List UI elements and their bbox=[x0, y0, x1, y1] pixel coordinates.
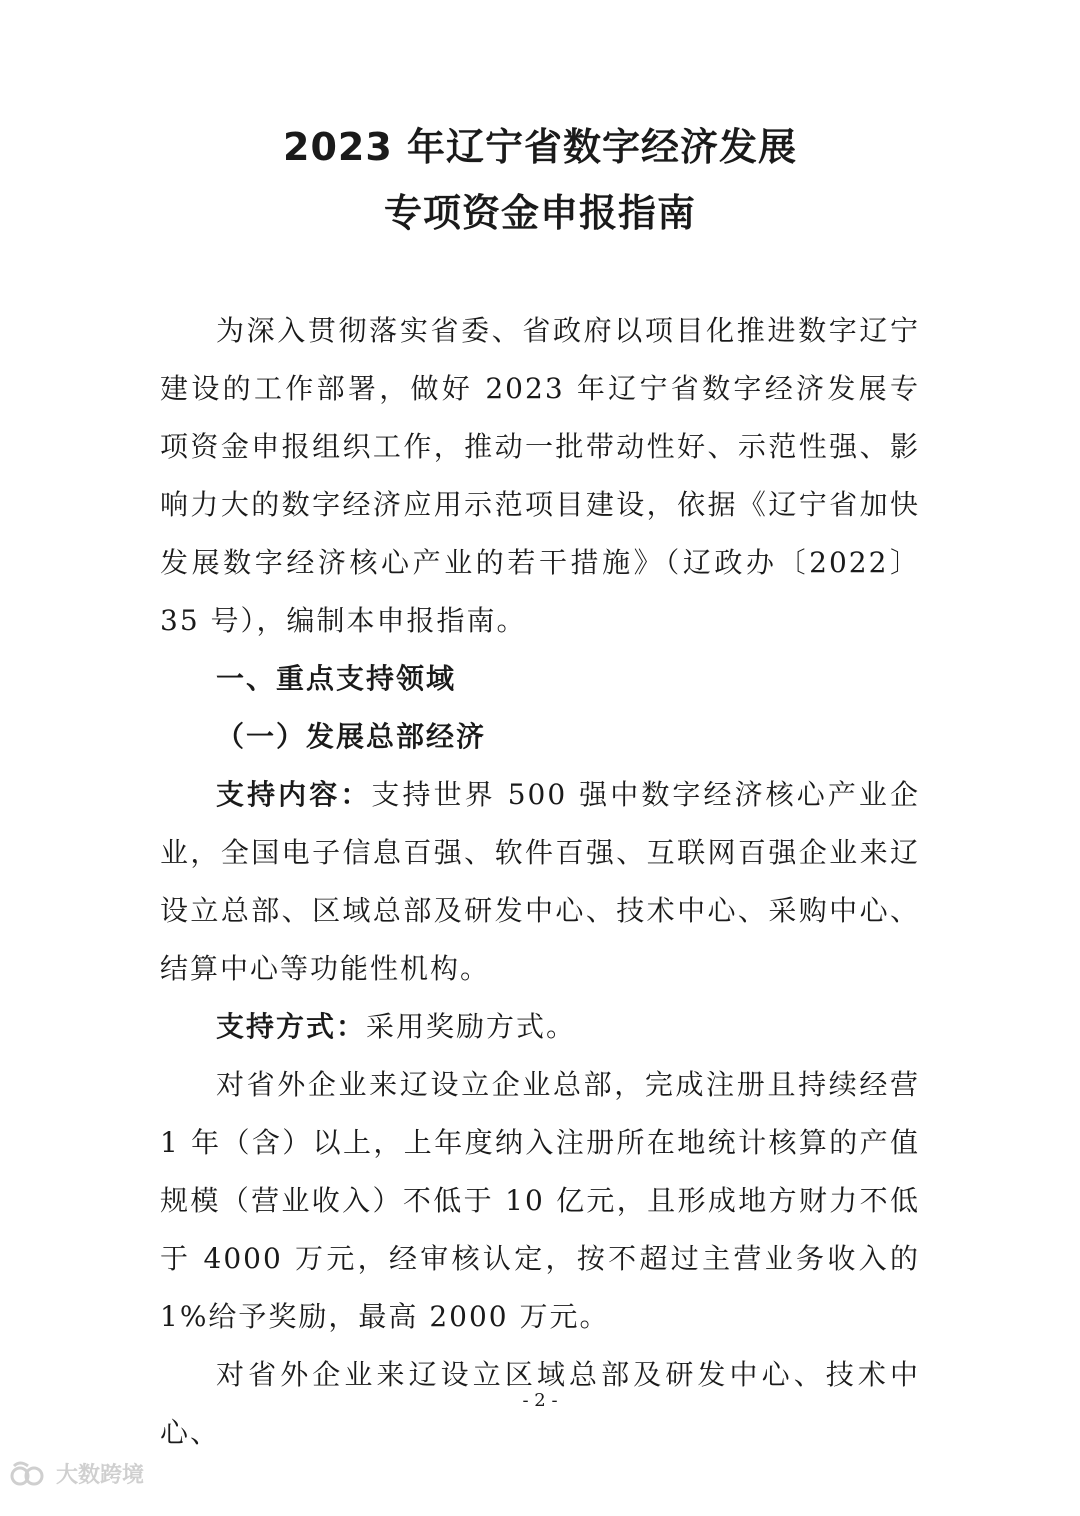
support-content-paragraph bbox=[160, 766, 920, 998]
document-body bbox=[160, 302, 920, 1462]
support-method-paragraph bbox=[160, 998, 920, 1056]
subsection-heading: （一）发展总部经济 bbox=[216, 720, 487, 753]
support-content-text: 支持世界 500 强中数字经济核心产业企业，全国电子信息百强、软件百强、互联网百强企业来辽设立总部、区域总部及研发中心、技术中心、采购中心、结算中心等功能性机构。 bbox=[160, 778, 920, 985]
section-heading: 一、重点支持领域 bbox=[216, 662, 457, 695]
watermark bbox=[10, 1458, 144, 1489]
page-number: - 2 - bbox=[522, 1390, 558, 1411]
regional-award-paragraph: 对省外企业来辽设立区域总部及研发中心、技术中心、 bbox=[160, 1358, 920, 1449]
document-title-line1: 2023 年辽宁省数字经济发展 bbox=[283, 125, 797, 169]
document-title-line2: 专项资金申报指南 bbox=[383, 191, 696, 235]
watermark-text: 大数跨境 bbox=[56, 1463, 145, 1488]
support-method-text: 采用奖励方式。 bbox=[366, 1010, 577, 1043]
logo-icon bbox=[10, 1460, 50, 1488]
support-method-label: 支持方式： bbox=[216, 1010, 367, 1043]
hq-award-paragraph: 对省外企业来辽设立企业总部，完成注册且持续经营 1 年（含）以上，上年度纳入注册所在地统计核算的产值规模（营业收入）不低于 10 亿元，且形成地方财力不低于 4000 万元，经审核认定，按不超过主营业务收入的 1%给予奖励，最高 2000 万元。 bbox=[160, 1068, 920, 1333]
intro-paragraph: 为深入贯彻落实省委、省政府以项目化推进数字辽宁建设的工作部署，做好 2023 年辽宁省数字经济发展专项资金申报组织工作，推动一批带动性好、示范性强、影响力大的数字经济应用示范项目建设，依据《辽宁省加快发展数字经济核心产业的若干措施》（辽政办〔2022〕35 号），编制本申报指南。 bbox=[160, 314, 920, 637]
support-content-label: 支持内容： bbox=[216, 778, 372, 811]
